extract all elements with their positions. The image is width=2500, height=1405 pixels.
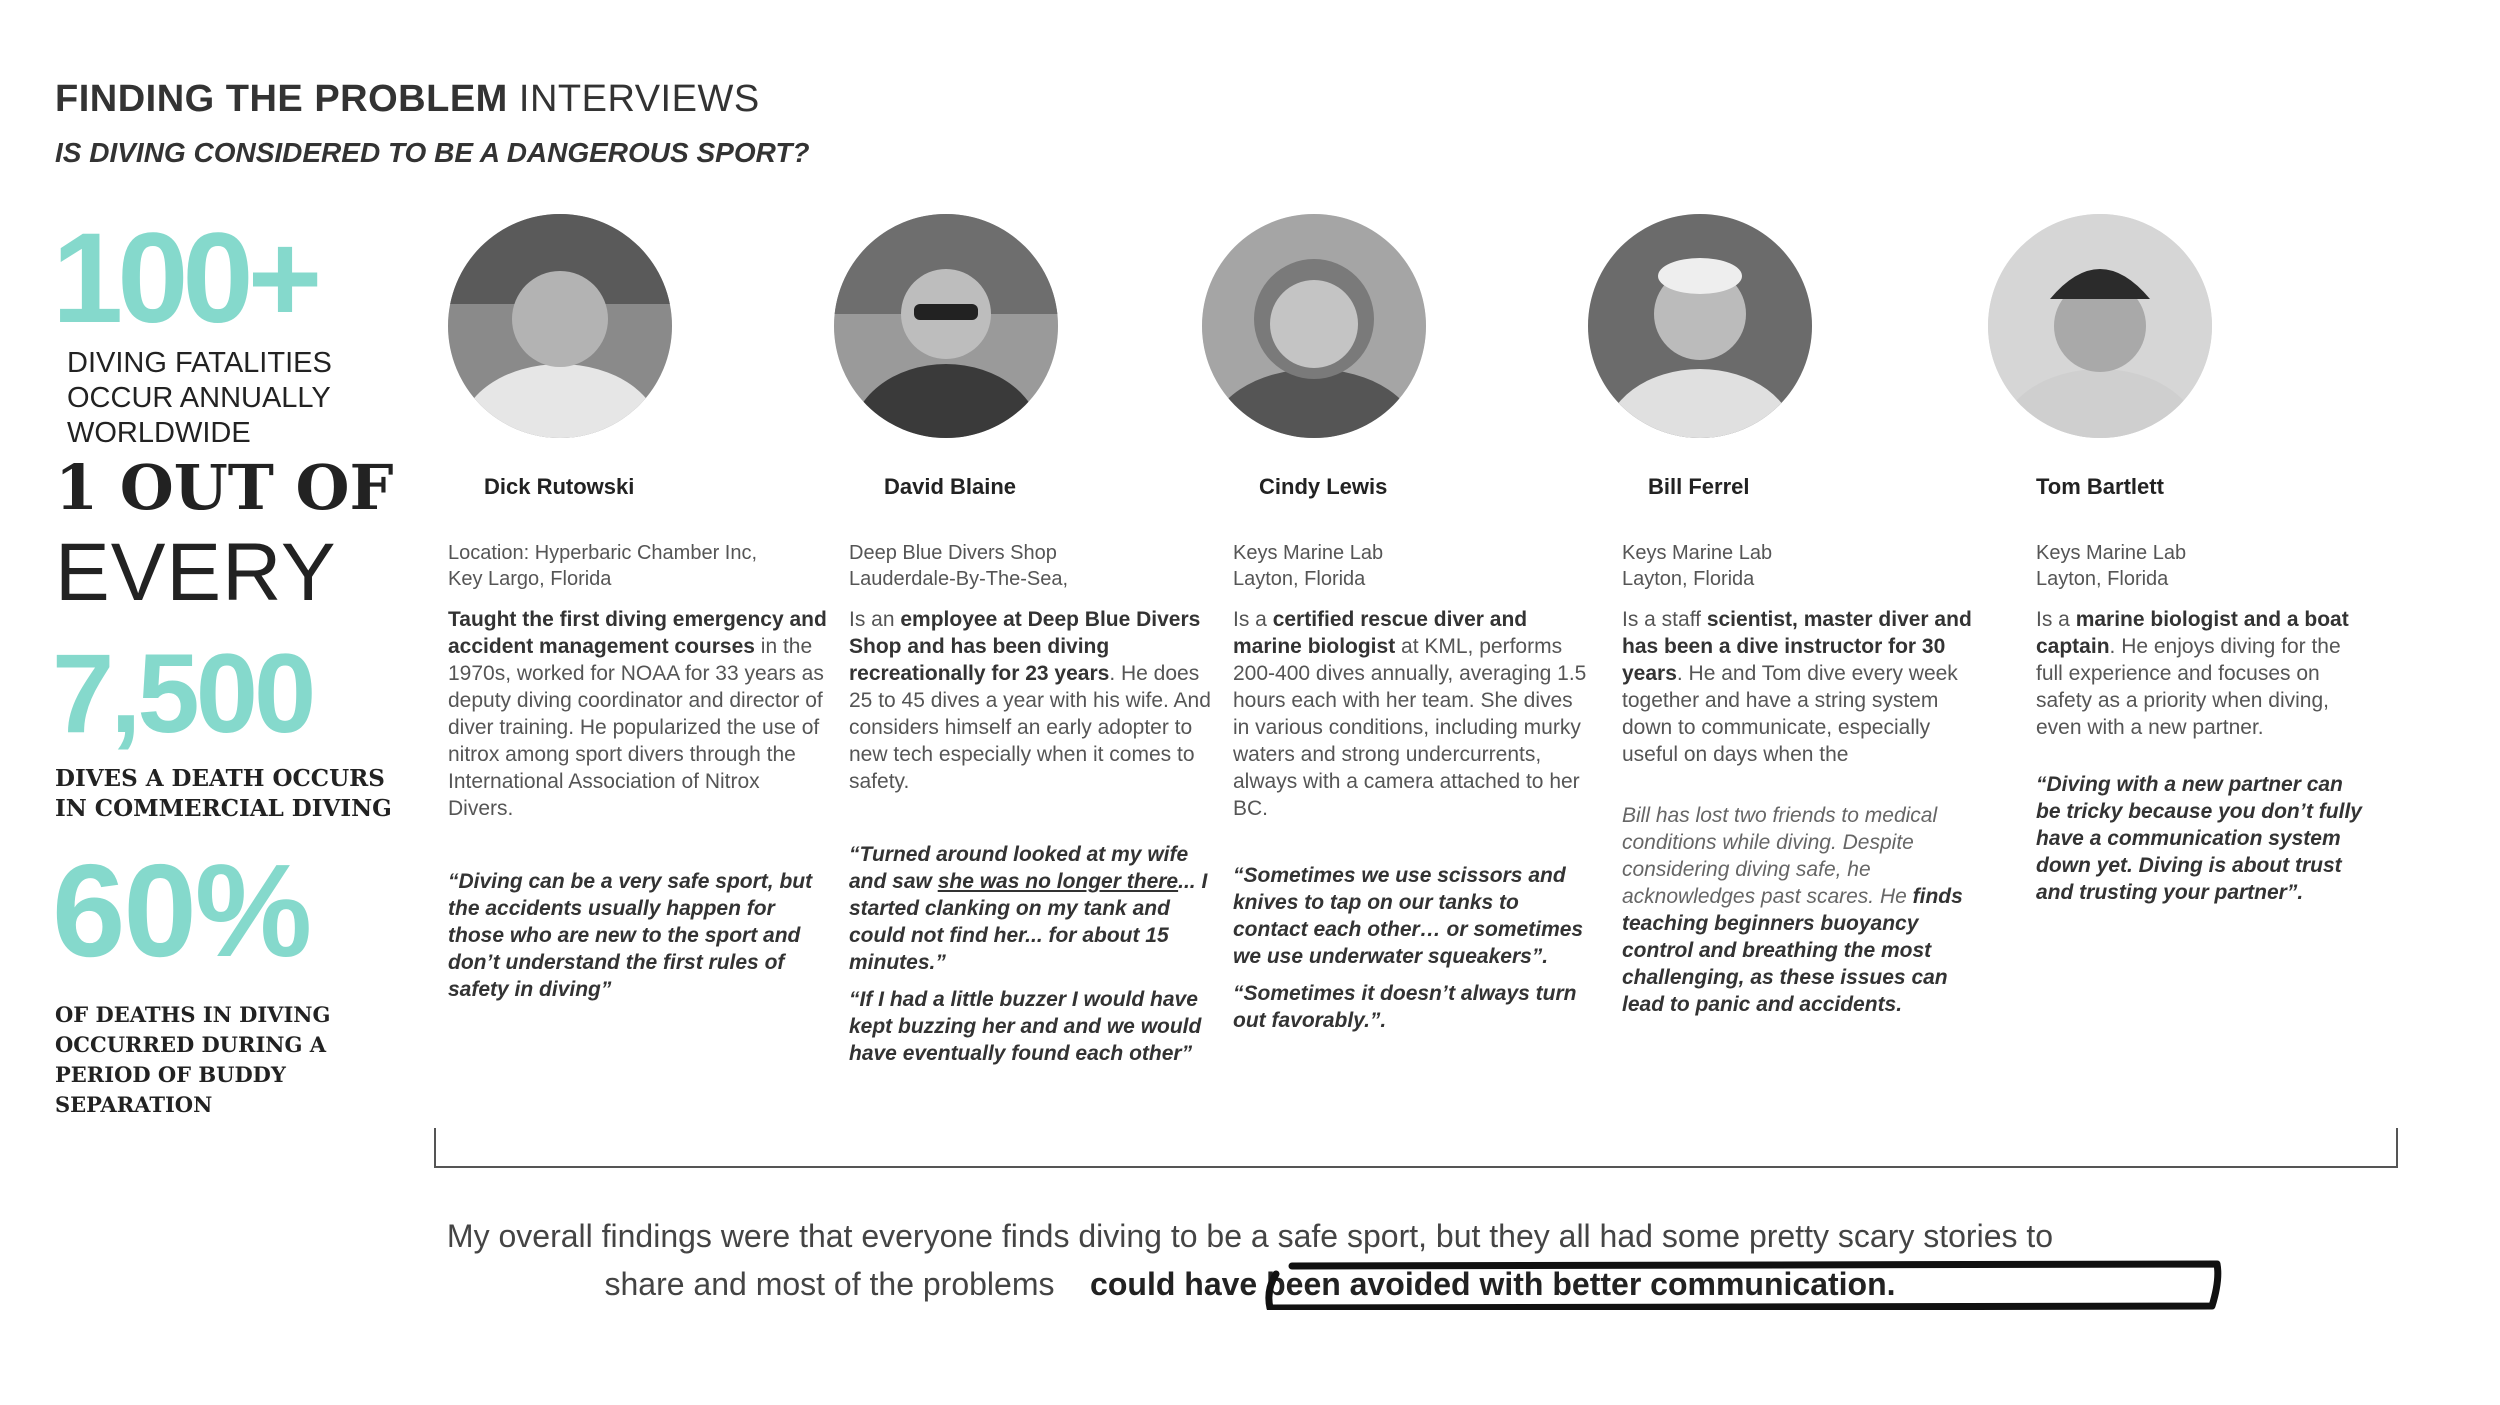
bio (1233, 606, 1593, 822)
quote-text: ... I started clanking on my tank and could not find her... for about 15 minutes.” (849, 870, 1208, 974)
location-line: Keys Marine Lab (1622, 542, 1773, 564)
bio-highlight: employee at Deep Blue Divers Shop and has been diving recreationally for 23 years (849, 608, 1201, 685)
interviewee-name: Dick Rutowski (484, 474, 635, 499)
percent-line: SEPARATION (55, 1092, 213, 1117)
findings-line: My overall findings were that everyone finds diving to be a safe sport, but they all had some pretty scary stories to (446, 1218, 2054, 1254)
bio-text: . He does 25 to 45 dives a year with his wife. And considers himself an early adopter to new tech especially when it comes to safety. (849, 662, 1211, 793)
one-out-of-label: 1 OUT OF (55, 451, 394, 524)
interviewee-card (448, 540, 828, 1003)
location-line: Keys Marine Lab (2036, 542, 2187, 564)
findings-text: share and most of the problems (604, 1266, 1055, 1302)
interviewee-name: David Blaine (884, 474, 1017, 499)
bio-highlight: certified rescue diver and marine biologist (1233, 608, 1528, 658)
findings-highlight: could have been avoided with better communication. (1090, 1266, 1896, 1302)
note (1622, 802, 1982, 1018)
fatalities-line: DIVING FATALITIES (67, 347, 332, 379)
fatalities-line: WORLDWIDE (67, 417, 251, 449)
bio-highlight: scientist, master diver and has been a dive instructor for 30 years (1622, 608, 1972, 685)
note-highlight: finds teaching beginners buoyancy control and breathing the most challenging, as these issues can lead to panic and accidents. (1622, 885, 1963, 1016)
location-line: Deep Blue Divers Shop (849, 542, 1057, 564)
portrait-icon (1202, 214, 1426, 438)
quote: “Sometimes it doesn’t always turn out favorably.”. (1233, 982, 1577, 1032)
location-line: Keys Marine Lab (1233, 542, 1384, 564)
quote-underline: she was no longer there (937, 870, 1179, 893)
interviewee-name: Cindy Lewis (1259, 474, 1388, 499)
portrait-icon (448, 214, 672, 438)
location-line: Lauderdale-By-The-Sea, (849, 568, 1069, 590)
bio-highlight: marine biologist and a boat captain (2036, 608, 2349, 658)
quote: “Diving can be a very safe sport, but the accidents usually happen for those who are new to the sport and don’t understand the first rules of safety in diving” (448, 870, 813, 1001)
location-line: Location: Hyperbaric Chamber Inc, (448, 542, 758, 564)
bio-text: Is an (849, 608, 901, 631)
dives-number: 7,500 (52, 631, 313, 756)
avatar (1588, 214, 1812, 438)
interviewee-name: Bill Ferrel (1648, 474, 1750, 499)
interviewee-card (1233, 540, 1593, 1034)
bio-text: . He and Tom dive every week together and have a string system down to communicate, especially useful on days when the (1622, 662, 1958, 766)
location-line: Layton, Florida (2036, 568, 2169, 590)
percent-caption (55, 1000, 330, 1120)
avatar (1202, 214, 1426, 438)
location-line: Layton, Florida (1622, 568, 1755, 590)
page-title-bold: FINDING THE PROBLEM (55, 78, 508, 120)
quote (849, 841, 1219, 976)
bio (1622, 606, 1982, 768)
fatalities-number: 100+ (52, 207, 317, 350)
note-text: Bill has lost two friends to medical conditions while diving. Despite considering diving safe, he acknowledges past scares. He (1622, 804, 1938, 908)
avatar (834, 214, 1058, 438)
quote: “Sometimes we use scissors and knives to tap on our tanks to contact each other… or sometimes we use underwater squeakers”. (1233, 864, 1584, 968)
bio-text: Is a staff (1622, 608, 1707, 631)
location-line: Key Largo, Florida (448, 568, 612, 590)
percent-line: PERIOD OF BUDDY (55, 1062, 286, 1087)
bio (849, 606, 1219, 795)
percent-number: 60% (52, 837, 311, 984)
summary-bracket (434, 1128, 2398, 1168)
portrait-icon (1588, 214, 1812, 438)
page-title (55, 78, 760, 121)
avatar (1988, 214, 2212, 438)
quote-text: “Turned around looked at my wife and saw (849, 843, 1189, 893)
bio-highlight: Taught the first diving emergency and accident management courses (448, 608, 827, 658)
portrait-icon (834, 214, 1058, 438)
bio (2036, 606, 2366, 741)
fatalities-caption (67, 346, 332, 451)
bio (448, 606, 828, 822)
location-line: Layton, Florida (1233, 568, 1366, 590)
avatar (448, 214, 672, 438)
quote: “If I had a little buzzer I would have kept buzzing her and and we would have eventually found each other” (849, 988, 1202, 1065)
interviewee-name: Tom Bartlett (2036, 474, 2164, 499)
quote: “Diving with a new partner can be tricky because you don’t fully have a communication system down yet. Diving is about trust and trusting your partner”. (2036, 773, 2362, 904)
portrait-icon (1988, 214, 2212, 438)
bio-text: . He enjoys diving for the full experience and focuses on safety as a priority when diving, even with a new partner. (2036, 635, 2341, 739)
every-label: EVERY (55, 527, 337, 618)
bio-text: Is a (1233, 608, 1273, 631)
bio-text: at KML, performs 200-400 dives annually, averaging 1.5 hours each with her team. She dives in various conditions, including murky waters and strong undercurrents, always with a camera attached to her BC. (1233, 635, 1587, 820)
fatalities-line: OCCUR ANNUALLY (67, 382, 331, 414)
page-title-light: INTERVIEWS (518, 78, 760, 120)
page-subtitle: IS DIVING CONSIDERED TO BE A DANGEROUS SPORT? (55, 137, 810, 168)
percent-line: OCCURRED DURING A (55, 1032, 327, 1057)
dives-line: DIVES A DEATH OCCURS (55, 765, 385, 792)
interviewee-card (1622, 540, 1982, 1018)
dives-line: IN COMMERCIAL DIVING (55, 795, 392, 822)
interviewee-card (2036, 540, 2366, 906)
bio-text: in the 1970s, worked for NOAA for 33 years as deputy diving coordinator and director of diver training. He popularized the use of nitrox among sport divers through the International Association of Nitrox Divers. (448, 635, 824, 820)
bio-text: Is a (2036, 608, 2076, 631)
hand-drawn-highlight-box (1262, 1260, 2222, 1310)
interviewee-card (849, 540, 1219, 1067)
dives-caption (55, 764, 392, 824)
percent-line: OF DEATHS IN DIVING (55, 1002, 331, 1027)
